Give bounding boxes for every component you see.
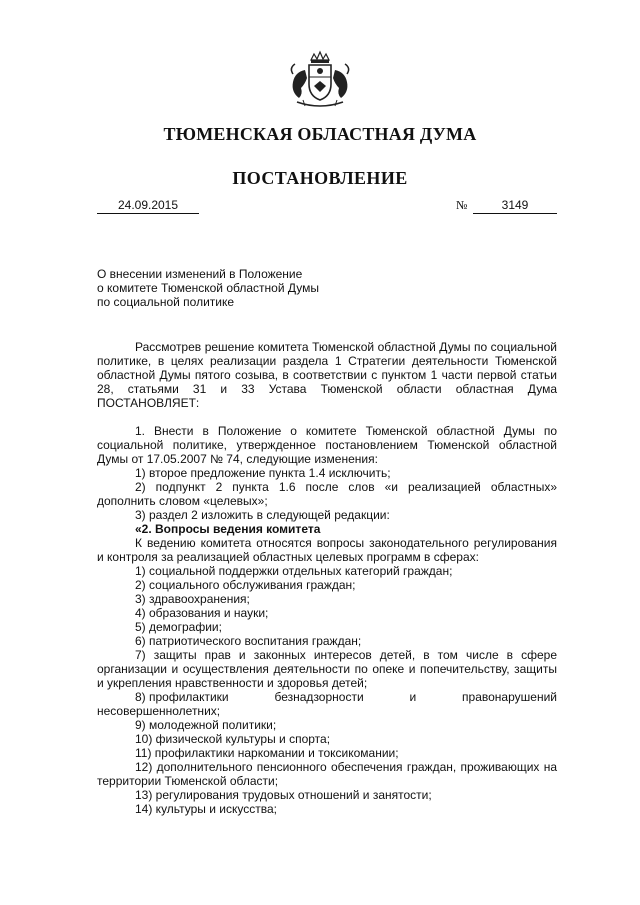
preamble-paragraph: Рассмотрев решение комитета Тюменской областной Думы по социальной политике, в целях реализации раздела 1 Стратегии деятельности Тюменской областной Думы пятого созыва, в соответствии с пунктом 1 части первой статьи 28, статьями 31 и 33 Устава Тюменской области областная Дума ПОСТАНОВЛЯЕТ: — [97, 340, 557, 410]
list-item: 7) защиты прав и законных интересов детей, в том числе в сфере организации и осуществления деятельности по опеке и попечительству, защиты и укрепления нравственности и здоровья детей; — [97, 648, 557, 690]
list-item-8-part: 8) профилактики — [135, 690, 229, 704]
subject-line: о комитете Тюменской областной Думы — [97, 281, 319, 295]
change-item: 1) второе предложение пункта 1.4 исключить; — [135, 466, 391, 480]
list-item: 5) демографии; — [135, 620, 222, 634]
list-item: 13) регулирования трудовых отношений и занятости; — [135, 788, 432, 802]
list-item: 6) патриотического воспитания граждан; — [135, 634, 362, 648]
list-item-8 — [97, 690, 557, 704]
list-item: 2) социального обслуживания граждан; — [135, 578, 356, 592]
document-date: 24.09.2015 — [97, 198, 199, 214]
document-subject — [97, 267, 357, 309]
document-body — [97, 340, 557, 816]
list-item: 11) профилактики наркомании и токсикомании; — [135, 746, 399, 760]
list-item: 9) молодежной политики; — [135, 718, 277, 732]
list-item: 10) физической культуры и спорта; — [135, 732, 331, 746]
list-item: 3) здравоохранения; — [135, 592, 250, 606]
list-item: 14) культуры и искусства; — [135, 802, 277, 816]
coat-of-arms-emblem-icon — [285, 50, 355, 110]
subject-line: О внесении изменений в Положение — [97, 267, 303, 281]
change-item: 2) подпункт 2 пункта 1.6 после слов «и реализацией областных» дополнить словом «целевых»; — [97, 480, 557, 508]
list-item-8-continuation: несовершеннолетних; — [97, 704, 221, 718]
document-number-label: № — [456, 198, 468, 212]
list-item-8-part: и — [409, 690, 417, 704]
list-item-8-part: правонарушений — [462, 690, 557, 704]
list-item: 1) социальной поддержки отдельных категорий граждан; — [135, 564, 453, 578]
item-1-paragraph: 1. Внести в Положение о комитете Тюменской областной Думы по социальной политике, утвержденное постановлением Тюменской областной Думы от 17.05.2007 № 74, следующие изменения: — [97, 424, 557, 466]
organization-title: ТЮМЕНСКАЯ ОБЛАСТНАЯ ДУМА — [163, 124, 477, 144]
subject-line: по социальной политике — [97, 295, 235, 309]
document-number: 3149 — [473, 198, 557, 214]
list-item: 4) образования и науки; — [135, 606, 269, 620]
list-item: 12) дополнительного пенсионного обеспечения граждан, проживающих на территории Тюменской области; — [97, 760, 557, 788]
document-type-heading: ПОСТАНОВЛЕНИЕ — [232, 168, 408, 188]
change-item: 3) раздел 2 изложить в следующей редакции: — [135, 508, 390, 522]
section-intro: К ведению комитета относятся вопросы законодательного регулирования и контроля за реализацией областных целевых программ в сферах: — [97, 536, 557, 564]
section-title: «2. Вопросы ведения комитета — [135, 522, 321, 536]
list-item-8-part: безнадзорности — [274, 690, 364, 704]
